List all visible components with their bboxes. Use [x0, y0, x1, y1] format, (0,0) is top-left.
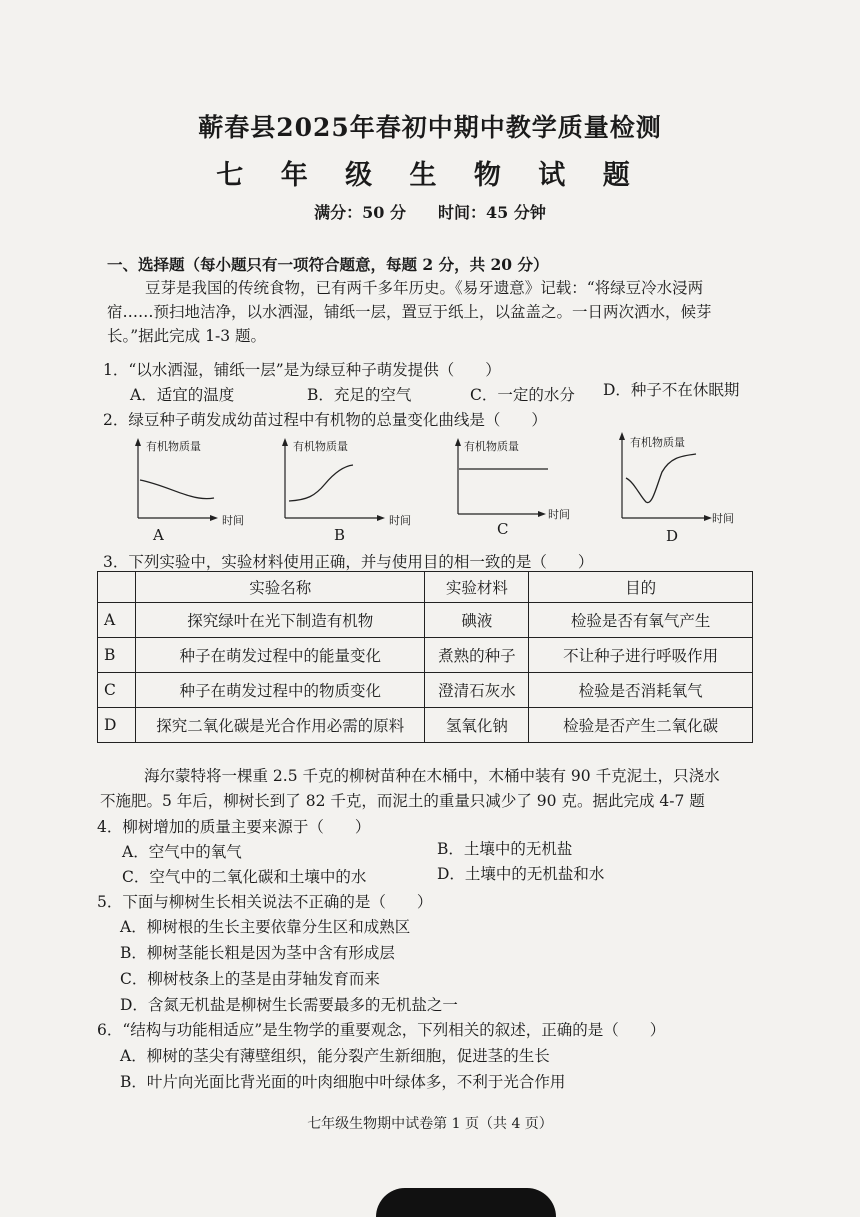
table-cell: 不让种子进行呼吸作用	[529, 638, 753, 673]
graph-c-xlabel: 时间	[548, 508, 570, 521]
table-header-cell: 目的	[529, 572, 753, 603]
graph-b-ylabel: 有机物质量	[293, 440, 348, 453]
graph-b-label: B	[334, 526, 346, 544]
table-cell: 检验是否消耗氧气	[529, 673, 753, 708]
table-cell: D	[98, 708, 136, 743]
q6-option-b: B．叶片向光面比背光面的叶肉细胞中叶绿体多，不利于光合作用	[120, 1073, 566, 1091]
q1-stem: 1．“以水洒湿，铺纸一层”是为绿豆种子萌发提供（ ）	[103, 361, 501, 379]
table-cell: 碘液	[425, 603, 529, 638]
q4-option-b: B．土壤中的无机盐	[437, 840, 573, 858]
section-heading: 一、选择题（每小题只有一项符合题意，每题 2 分，共 20 分）	[107, 255, 549, 274]
graph-d	[616, 432, 756, 548]
graph-b	[277, 438, 417, 548]
graph-a	[130, 438, 260, 548]
graph-c-ylabel: 有机物质量	[464, 440, 519, 453]
graph-d-xlabel: 时间	[712, 512, 734, 525]
table-cell: 澄清石灰水	[425, 673, 529, 708]
q4-stem: 4．柳树增加的质量主要来源于（ ）	[97, 818, 371, 836]
passage-line-2: 不施肥。5 年后，柳树长到了 82 千克，而泥土的重量只减少了 90 克。据此完成 4-7 题	[100, 792, 705, 810]
graph-d-ylabel: 有机物质量	[630, 436, 685, 449]
table-cell: C	[98, 673, 136, 708]
page-footer: 七年级生物期中试卷第 1 页（共 4 页）	[307, 1116, 553, 1132]
table-row	[98, 603, 753, 638]
table-row	[98, 708, 753, 743]
table-cell: B	[98, 638, 136, 673]
table-header-cell	[98, 572, 136, 603]
graph-b-xlabel: 时间	[389, 514, 411, 527]
table-header-cell: 实验名称	[135, 572, 425, 603]
table-cell: 氢氧化钠	[425, 708, 529, 743]
exam-title: 蕲春县2025年春初中期中教学质量检测	[198, 113, 662, 142]
q6-stem: 6．“结构与功能相适应”是生物学的重要观念，下列相关的叙述，正确的是（ ）	[97, 1021, 666, 1039]
q1-option-d: D．种子不在休眠期	[603, 381, 740, 399]
table-cell: A	[98, 603, 136, 638]
experiment-table	[97, 571, 753, 743]
q5-stem: 5．下面与柳树生长相关说法不正确的是（ ）	[97, 893, 433, 911]
graph-c-label: C	[497, 520, 509, 538]
q5-option-a: A．柳树根的生长主要依靠分生区和成熟区	[120, 918, 411, 936]
q4-option-c: C．空气中的二氧化碳和土壤中的水	[122, 868, 367, 886]
q4-option-a: A．空气中的氧气	[122, 843, 242, 861]
table-cell: 检验是否产生二氧化碳	[529, 708, 753, 743]
q5-option-d: D．含氮无机盐是柳树生长需要最多的无机盐之一	[120, 996, 458, 1014]
graph-c	[452, 438, 582, 548]
intro-line-3: 长。”据此完成 1-3 题。	[107, 327, 266, 345]
table-row	[98, 638, 753, 673]
q2-stem: 2．绿豆种子萌发成幼苗过程中有机物的总量变化曲线是（ ）	[103, 411, 547, 429]
table-cell: 探究绿叶在光下制造有机物	[135, 603, 425, 638]
scan-shadow	[376, 1188, 556, 1217]
q1-option-b: B．充足的空气	[307, 386, 412, 404]
graph-a-ylabel: 有机物质量	[146, 440, 201, 453]
exam-meta: 满分：50 分 时间：45 分钟	[314, 203, 546, 222]
intro-line-2: 宿……预扫地洁净，以水洒湿，铺纸一层，置豆于纸上，以盆盖之。一日两次洒水，候芽	[107, 303, 712, 321]
table-header-row	[98, 572, 753, 603]
table-cell: 种子在萌发过程中的能量变化	[135, 638, 425, 673]
q4-option-d: D．土壤中的无机盐和水	[437, 865, 605, 883]
graph-d-label: D	[666, 527, 679, 545]
graph-a-label: A	[153, 526, 164, 544]
table-header-cell: 实验材料	[425, 572, 529, 603]
q1-option-c: C．一定的水分	[470, 386, 575, 404]
graph-a-xlabel: 时间	[222, 514, 244, 527]
q5-option-b: B．柳树茎能长粗是因为茎中含有形成层	[120, 944, 395, 962]
exam-subtitle: 七 年 级 生 物 试 题	[216, 160, 644, 191]
table-cell: 种子在萌发过程中的物质变化	[135, 673, 425, 708]
table-cell: 探究二氧化碳是光合作用必需的原料	[135, 708, 425, 743]
passage-line-1: 海尔蒙特将一棵重 2.5 千克的柳树苗种在木桶中，木桶中装有 90 千克泥土，只浇水	[144, 767, 720, 785]
intro-line-1: 豆芽是我国的传统食物，已有两千多年历史。《易牙遗意》记载：“将绿豆冷水浸两	[145, 279, 704, 297]
table-cell: 煮熟的种子	[425, 638, 529, 673]
q1-option-a: A．适宜的温度	[130, 386, 235, 404]
q3-stem: 3．下列实验中，实验材料使用正确，并与使用目的相一致的是（ ）	[103, 553, 594, 571]
q6-option-a: A．柳树的茎尖有薄壁组织，能分裂产生新细胞，促进茎的生长	[120, 1047, 550, 1065]
table-row	[98, 673, 753, 708]
table-cell: 检验是否有氧气产生	[529, 603, 753, 638]
q5-option-c: C．柳树枝条上的茎是由芽轴发育而来	[120, 970, 380, 988]
